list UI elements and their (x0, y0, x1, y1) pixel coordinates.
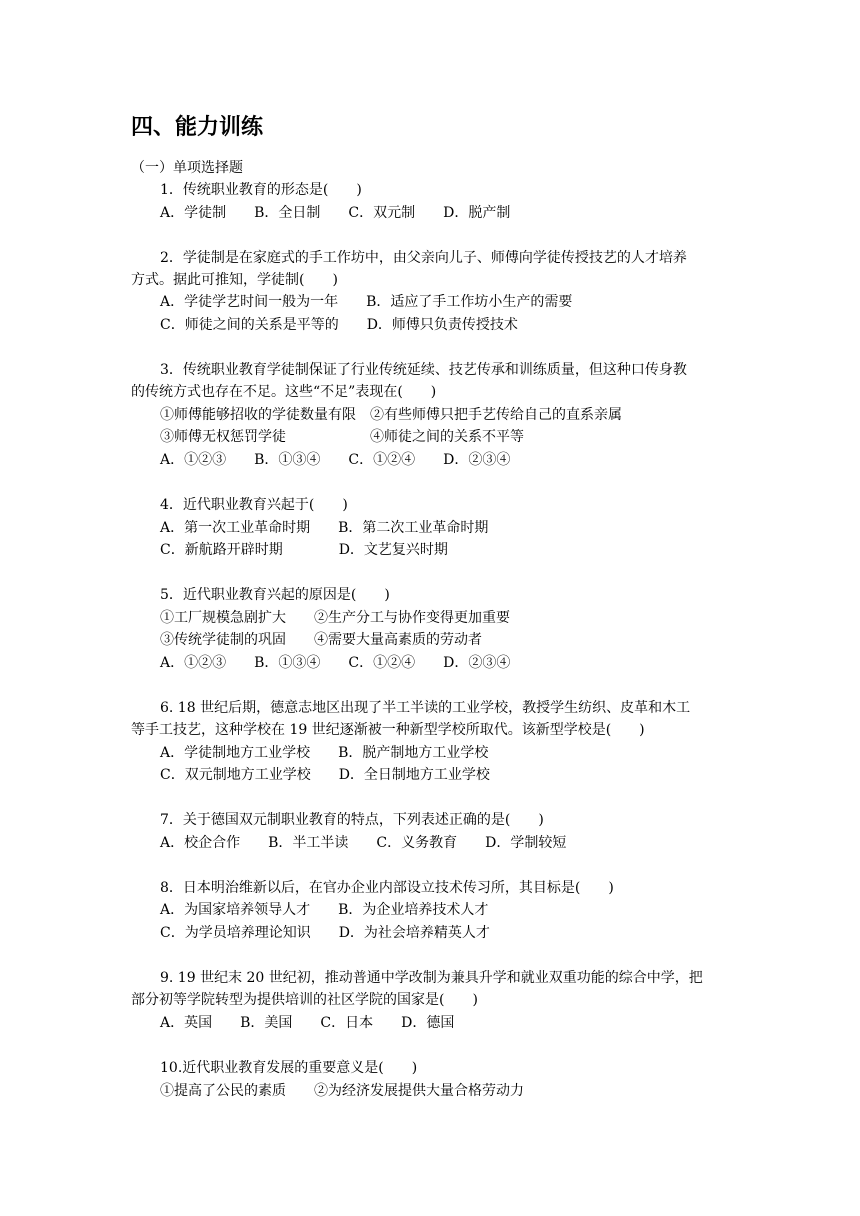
question-6-options-cd: C．双元制地方工业学校 D．全日制地方工业学校 (160, 767, 490, 783)
question-8-options-cd: C．为学员培养理论知识 D．为社会培养精英人才 (160, 925, 490, 941)
question-8: 8．日本明治维新以后，在官办企业内部设立技术传习所，其目标是( ) (160, 880, 614, 896)
subsection-title: （一）单项选择题 (131, 160, 243, 176)
question-3: 3．传统职业教育学徒制保证了行业传统延续、技艺传承和训练质量，但这种口传身教 (160, 362, 687, 378)
question-5-statements-34: ③传统学徒制的巩固 ④需要大量高素质的劳动者 (160, 632, 482, 648)
question-3-continued: 的传统方式也存在不足。这些“不足”表现在( ) (131, 384, 437, 400)
question-9: 9. 19 世纪末 20 世纪初，推动普通中学改制为兼具升学和就业双重功能的综合中学，把 (160, 970, 703, 986)
question-3-statements-34: ③师傅无权惩罚学徒 ④师徒之间的关系不平等 (160, 429, 524, 445)
question-5: 5．近代职业教育兴起的原因是( ) (160, 587, 390, 603)
question-2-continued: 方式。据此可推知，学徒制( ) (131, 272, 338, 288)
question-6-options-ab: A．学徒制地方工业学校 B．脱产制地方工业学校 (160, 745, 489, 761)
question-1-options: A．学徒制 B．全日制 C．双元制 D．脱产制 (160, 205, 511, 221)
question-2-options-cd: C．师徒之间的关系是平等的 D．师傅只负责传授技术 (160, 317, 518, 333)
question-6-continued: 等手工技艺，这种学校在 19 世纪逐渐被一种新型学校所取代。该新型学校是( ) (131, 722, 645, 738)
question-4-options-cd: C．新航路开辟时期 D．文艺复兴时期 (160, 542, 448, 558)
question-9-options: A．英国 B．美国 C．日本 D．德国 (160, 1015, 455, 1031)
question-2: 2．学徒制是在家庭式的手工作坊中，由父亲向儿子、师傅向学徒传授技艺的人才培养 (160, 250, 687, 266)
question-2-options-ab: A．学徒学艺时间一般为一年 B．适应了手工作坊小生产的需要 (160, 294, 573, 310)
question-10: 10.近代职业教育发展的重要意义是( ) (160, 1060, 418, 1076)
question-1: 1．传统职业教育的形态是( ) (160, 182, 362, 198)
question-7-options: A．校企合作 B．半工半读 C．义务教育 D．学制较短 (160, 835, 567, 851)
question-4: 4．近代职业教育兴起于( ) (160, 497, 348, 513)
question-6: 6. 18 世纪后期，德意志地区出现了半工半读的工业学校，教授学生纺织、皮革和木工 (160, 700, 691, 716)
question-8-options-ab: A．为国家培养领导人才 B．为企业培养技术人才 (160, 902, 489, 918)
question-5-options: A．①②③ B．①③④ C．①②④ D．②③④ (160, 655, 511, 671)
question-3-options: A．①②③ B．①③④ C．①②④ D．②③④ (160, 452, 511, 468)
question-10-statements-12: ①提高了公民的素质 ②为经济发展提供大量合格劳动力 (160, 1083, 524, 1099)
question-5-statements-12: ①工厂规模急剧扩大 ②生产分工与协作变得更加重要 (160, 610, 510, 626)
question-9-continued: 部分初等学院转型为提供培训的社区学院的国家是( ) (131, 992, 478, 1008)
question-7: 7．关于德国双元制职业教育的特点，下列表述正确的是( ) (160, 812, 544, 828)
question-3-statements-12: ①师傅能够招收的学徒数量有限 ②有些师傅只把手艺传给自己的直系亲属 (160, 407, 622, 423)
section-title: 四、能力训练 (131, 115, 264, 140)
question-4-options-ab: A．第一次工业革命时期 B．第二次工业革命时期 (160, 520, 489, 536)
